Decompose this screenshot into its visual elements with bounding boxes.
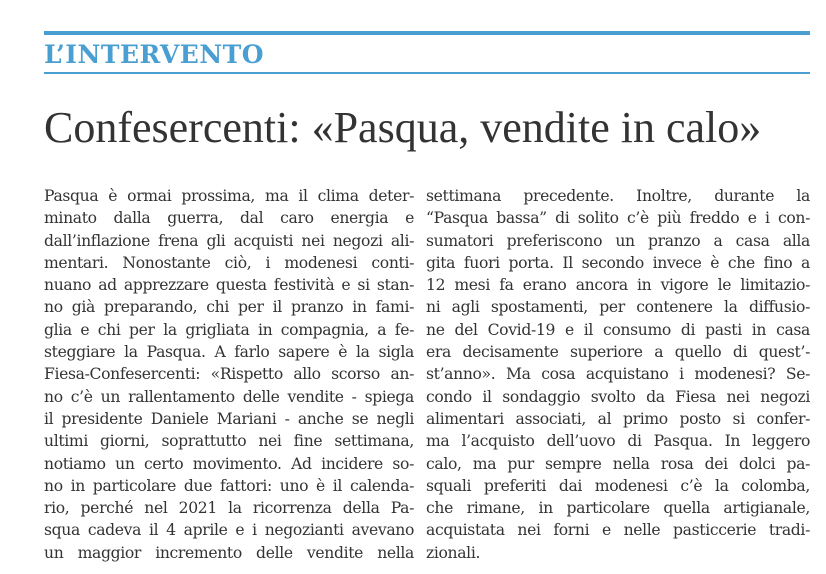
text-line: calo, ma pur sempre nella rosa dei dolci pa- [426,454,810,473]
text-line: no già preparando, chi per il pranzo in fami- [44,298,414,317]
article-column-left [44,185,414,564]
text-line: squa cadeva il 4 aprile e i negozianti avevano [44,521,414,540]
text-line: zionali. [426,543,481,562]
text-line: squali preferiti dai modenesi c’è la colomba, [426,476,810,495]
text-line: sumatori preferiscono un pranzo a casa alla [426,231,810,250]
text-line: rio, perché nel 2021 la ricorrenza della Pa- [44,499,414,518]
text-line: glia e chi per la grigliata in compagnia, a fe- [44,320,414,339]
text-line: notiamo un certo movimento. Ad incidere so- [44,454,414,473]
text-line: alimentari associati, al primo posto si confer- [426,409,810,428]
text-line: gita fuori porta. Il secondo invece è che fino a [426,253,810,272]
text-line: acquistata nei forni e nelle pasticcerie tradi- [426,521,810,540]
text-line: minato dalla guerra, dal caro energia e [44,209,414,228]
section-top-rule [44,31,810,35]
section-bottom-rule [44,72,810,74]
text-line: no in particolare due fattori: uno è il calenda- [44,476,414,495]
text-line: era decisamente superiore a quello di quest’- [426,343,810,362]
text-line: condo il sondaggio svolto da Fiesa nei negozi [426,387,810,406]
text-line: Fiesa-Confesercenti: «Rispetto allo scorso an- [44,365,414,384]
text-line: steggiare la Pasqua. A farlo sapere è la sigla [44,343,414,362]
text-line: ma l’acquisto dell’uovo di Pasqua. In leggero [426,432,810,451]
text-line: ni agli spostamenti, per contenere la diffusio- [426,298,810,317]
section-label: L’INTERVENTO [44,40,265,69]
text-line: ultimi giorni, soprattutto nei fine settimana, [44,432,414,451]
text-line: il presidente Daniele Mariani - anche se negli [44,409,414,428]
text-line: nuano ad apprezzare questa festività e si stan- [44,276,414,295]
text-line: un maggior incremento delle vendite nella [44,543,414,562]
article-column-right [426,185,810,564]
text-line: no c’è un rallentamento delle vendite - spiega [44,387,414,406]
text-line: che rimane, in particolare quella artigianale, [426,499,810,518]
text-line: ne del Covid-19 e il consumo di pasti in casa [426,320,810,339]
text-line: “Pasqua bassa” di solito c’è più freddo e i con- [426,209,810,228]
text-line: dall’inflazione frena gli acquisti nei negozi ali- [44,231,414,250]
text-line: st’anno». Ma cosa acquistano i modenesi? Se- [426,365,810,384]
text-line: mentari. Nonostante ciò, i modenesi conti- [44,253,414,272]
article-headline: Confesercenti: «Pasqua, vendite in calo» [44,103,762,152]
text-line: 12 mesi fa erano ancora in vigore le limitazio- [426,276,810,295]
text-line: settimana precedente. Inoltre, durante la [426,187,810,205]
text-line: Pasqua è ormai prossima, ma il clima deter- [44,187,414,205]
